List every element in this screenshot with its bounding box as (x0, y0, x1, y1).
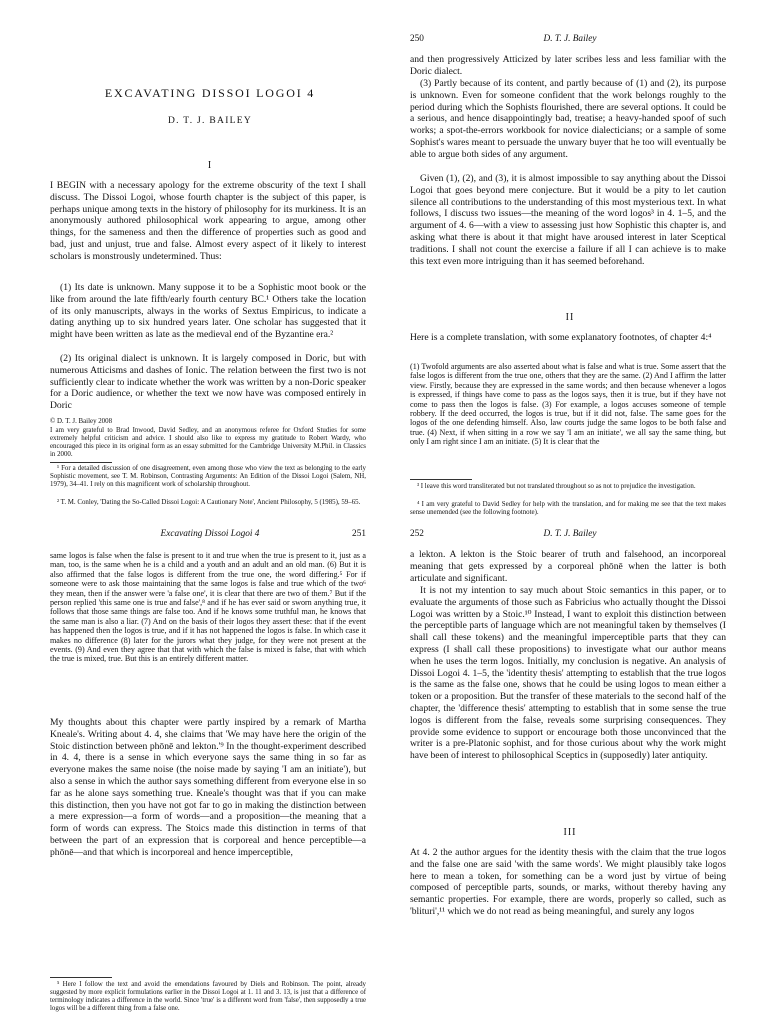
page-252 (390, 525, 750, 1017)
intro-paragraph: I BEGIN with a necessary apology for the extreme obscurity of the text I shall discuss. The Dissoi Logoi, whose fourth chapter is the subject of this paper, is perhaps unique among texts in the history of philosophy for its murkiness. It is an anonymously authored philosophical work appearing to argue, among other things, for the sameness and then the difference of properties such as good and bad, just and unjust, true and false. Almost every aspect of it likely to interest scholars is monstrously undetermined. Thus: (50, 180, 366, 262)
footnote-5: ⁵ Here I follow the text and avoid the emendations favoured by Diels and Robinson. The point, already suggested by more explicit formulations earlier in the Dissoi Logoi at 1. 11 and 3. 13, is just that a difference of terminology indicates a difference in the world. Since 'true' is a different word from 'false', then supposedly a true logos will be a different thing from a false one. (50, 981, 366, 1013)
page-251 (30, 525, 390, 1017)
translation-quote-continued: same logos is false when the false is present to it and true when the true is present to it, just as a man, too, is the same when he is a child and a youth and an adult and an old man. (6) But it is also affirmed that the false logos is different from the true one, the word differing.⁵ For if someone were to ask those maintaining that the same logos is false and true which of the two⁶ they mean, then if the answer were 'a false one', it is clear that there are two of them.⁷ But if the person replied 'this same one is true and false',⁸ and if he has ever said or sworn anything true, it follows that those same things are false too. And if he knows some truthful man, he knows that the same man is also a liar. (7) And on the basis of their logos they assert these: that if the event has happened then the logos is true, and if it has not happened the logos is false. In which case it makes no difference (8) later for the jurors what they judge, for they were not present at the events. (9) And even they agree that that with which the false is mixed is false, that with which the true is mixed, true. But this is an entirely different matter. (50, 551, 366, 664)
copyright-note: © D. T. J. Bailey 2008 (50, 418, 113, 425)
footnote-rule (410, 479, 472, 480)
paragraph-dialect: (2) Its original dialect is unknown. It is largely composed in Doric, but with numerous Atticisms and dashes of Ionic. The relation between the first two is not sufficiently clear to indicate whether the work was written by a non-Doric speaker for a Doric audience, or whether the text we now have was composed entirely in Doric (50, 353, 366, 412)
page-number: 250 (410, 34, 424, 44)
running-head: Excavating Dissoi Logoi 4 (160, 529, 260, 539)
paragraph-given: Given (1), (2), and (3), it is almost impossible to say anything about the Dissoi Logoi that goes beyond mere conjecture. But it would be a pity to let caution silence all contributions to the understanding of this most mysterious text. In what follows, I discuss two issues—the meaning of the word logos³ in 4. 1–5, and the argument of 4. 6—with a view to assessing just how Sophistic this chapter is, and asking what there is about it that might have aroused interest in later Sceptical traditions. I shall not count the exercise a failure if all I can achieve is to make this text even more intriguing than it has seemed beforehand. (410, 173, 726, 267)
running-header (390, 529, 750, 543)
paragraph-kneale: My thoughts about this chapter were partly inspired by a remark of Martha Kneale's. Writing about 4. 4, she claims that 'We may have here the origin of the Stoic distinction between phōnē and lekton.'⁹ In the thought-experiment described in 4. 4, there is a sense in which everyone says the same thing in so far as everyone makes the same noise (the noise made by saying 'I am an initiate'), but also a sense in which the author says something different from everyone else in so far as he alone says something true. Kneale's thought was that if you can make this distinction, then you have not got far to go in making the distinction between a mere expression—a form of words—and a proposition—the meaning that a form of words can express. The Stoics made this distinction in terms of that between the part of an expression that is corporeal and hence perceptible—a phōnē—and that which is incorporeal and hence imperceptible, (50, 717, 366, 858)
acknowledgement-note: I am very grateful to Brad Inwood, David Sedley, and an anonymous referee for Oxford Studies for some extremely helpful criticism and advice. I should also like to express my gratitude to Robert Wardy, who encouraged this piece in its original form as an essay submitted for the Cambridge University M.Phil. in Classics in 2000. (50, 427, 366, 459)
paragraph-identity-thesis: At 4. 2 the author argues for the identity thesis with the claim that the true logos and the false one are said 'with the same words'. We might plausibly take logos here to mean a token, for something can be a word just by virtue of being composed of perceptible parts, sounds, or marks, without thereby having any semantic properties. For example, there are words, properly so called, such as 'blituri',¹¹ which we do not read as being meaningful, and surely any logos (410, 847, 726, 917)
footnote-4: ⁴ I am very grateful to David Sedley for help with the translation, and for making me see that the text makes sense unemended (see the following footnote). (410, 501, 726, 517)
footnote-3: ³ I leave this word transliterated but not translated throughout so as not to prejudice the investigation. (417, 483, 696, 490)
paragraph-intention: It is not my intention to say much about Stoic semantics in this paper, or to evaluate the arguments of those such as Fabricius who actually thought the Dissoi Logoi was written by a Stoic.¹⁰ Instead, I want to exploit this distinction between the perceptible parts of language which are not meaningful taken by themselves (I shall call these tokens) and the meaningful imperceptible parts that they can express (I shall call these propositions) to investigate what our author means when he uses the term logos. Initially, my conclusion is negative. An analysis of Dissoi Logoi 4. 1–5, the 'identity thesis' attempting to establish that the true logos is the same as the false one, shows that he could be using logos to mean either a token or a proposition. But the transfer of these materials to the second half of the chapter, the 'difference thesis' attempting to establish that in some sense the true logos is different from the false, reveals some surprising consequences. They provide some evidence to support or encourage both those unconvinced that the writer is a pre-Platonic sophist, and for those curious about why the work might have been of interest to philosophical Sceptics in (supposedly) later antiquity. (410, 585, 726, 762)
footnote-rule (50, 977, 112, 978)
page-number: 252 (410, 529, 424, 539)
running-header (390, 34, 750, 48)
footnote-1: ¹ For a detailed discussion of one disagreement, even among those who view the text as belonging to the early Sophistic movement, see T. M. Robinson, Contrasting Arguments: An Edition of the Dissoi Logoi (Salem, NH, 1979), 34–41. I rely on this magnificent work of scholarship throughout. (50, 465, 366, 489)
section-heading-ii: II (565, 312, 575, 323)
section-heading-i: I (207, 160, 213, 171)
article-title: EXCAVATING DISSOI LOGOI 4 (104, 86, 316, 100)
page-249 (30, 30, 390, 522)
article-author: D. T. J. BAILEY (167, 116, 253, 126)
running-head: D. T. J. Bailey (543, 34, 597, 44)
page-250 (390, 30, 750, 522)
paragraph-continued: and then progressively Atticized by later scribes less and less familiar with the Doric dialect. (410, 54, 726, 77)
footnote-2: ² T. M. Conley, 'Dating the So-Called Dissoi Logoi: A Cautionary Note', Ancient Philosophy, 5 (1985), 59–65. (57, 499, 361, 506)
paragraph-date: (1) Its date is unknown. Many suppose it to be a Sophistic moot book or the like from around the late fifth/early fourth century BC.¹ Others take the location of its only manuscripts, always in the works of Sextus Empiricus, to indicate a dating anything up to six hundred years later. One scholar has suggested that it might have been written as late as the medieval end of the Byzantine era.² (50, 282, 366, 341)
footnote-rule (50, 462, 112, 463)
paragraph-lekton: a lekton. A lekton is the Stoic bearer of truth and falsehood, an incorporeal meaning that gets expressed by a corporeal phōnē when the latter is both articulate and significant. (410, 549, 726, 584)
running-header (30, 529, 390, 543)
section-heading-iii: III (563, 827, 577, 838)
running-head: D. T. J. Bailey (543, 529, 597, 539)
paragraph-purpose: (3) Partly because of its content, and partly because of (1) and (2), its purpose is unknown. Even for someone confident that the work belongs roughly to the period during which the Sophists flourished, there are several options. It could be a serious, and hence disappointingly bad, treatise; a heavy-handed spoof of such works; a spot-the-errors workbook for novice dialecticians; or a sample of some Sophist's wares meant to persuade the unwary buyer that he too will eventually be able to argue both sides of any argument. (410, 78, 726, 160)
translation-intro: Here is a complete translation, with some explanatory footnotes, of chapter 4:⁴ (410, 332, 712, 343)
translation-quote: (1) Twofold arguments are also asserted about what is false and what is true. Some assert that the false logos is different from the true one, others that they are the same. (2) And I affirm the latter view. Firstly, because they are expressed in the same words; and then because whenever a logos is expressed, if things have come to pass as the logos says, then it is true, but if they have not come to pass then the logos is false. (3) For example, a logos accuses someone of temple robbery. If the deed occurred, the logos is true, but if it did not, false. The same goes for the logos of the one defending himself. Also, law courts judge the same logos to be both false and true. (4) Next, if when sitting in a row we say 'I am an initiate', we all say the same thing, but only I am right since I am an initiate. (5) It is clear that the (410, 362, 726, 447)
page-number: 251 (352, 529, 366, 539)
